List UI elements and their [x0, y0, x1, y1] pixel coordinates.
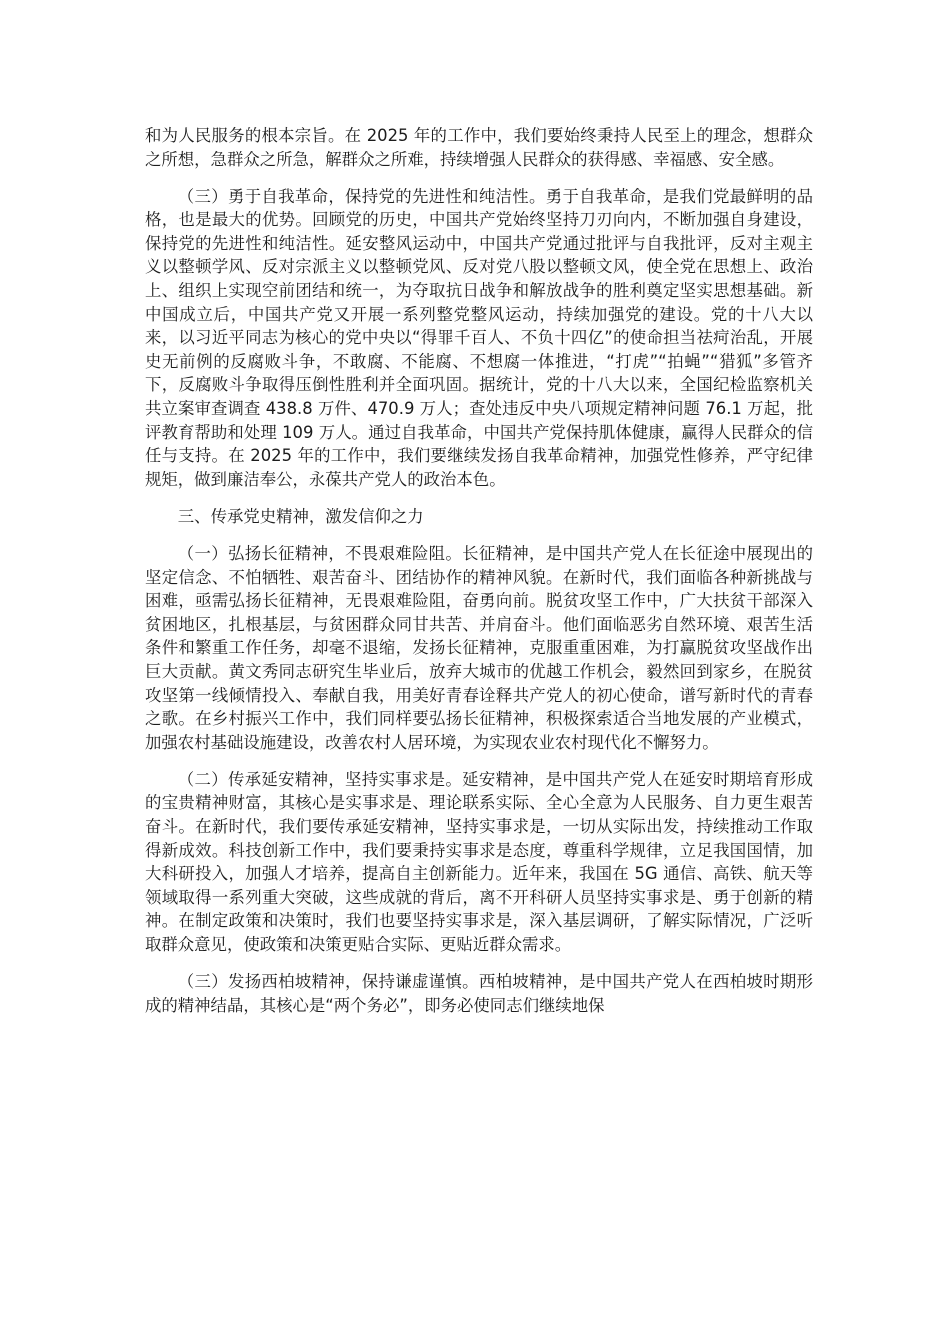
- document-page: [145, 124, 813, 1031]
- paragraph-yanan-spirit: （二）传承延安精神，坚持实事求是。延安精神，是中国共产党人在延安时期培育形成的宝贵精神财富，其核心是实事求是、理论联系实际、全心全意为人民服务、自力更生艰苦奋斗。在新时代，我们要传承延安精神，坚持实事求是，一切从实际出发，持续推动工作取得新成效。科技创新工作中，我们要秉持实事求是态度，尊重科学规律，立足我国国情，加大科研投入，加强人才培养，提高自主创新能力。近年来，我国在 5G 通信、高铁、航天等领域取得一系列重大突破，这些成就的背后，离不开科研人员坚持实事求是、勇于创新的精神。在制定政策和决策时，我们也要坚持实事求是，深入基层调研，了解实际情况，广泛听取群众意见，使政策和决策更贴合实际、更贴近群众需求。: [145, 769, 813, 954]
- paragraph-xibaipo-spirit: （三）发扬西柏坡精神，保持谦虚谨慎。西柏坡精神，是中国共产党人在西柏坡时期形成的精神结晶，其核心是“两个务必”，即务必使同志们继续地保: [145, 972, 813, 1015]
- paragraph-long-march-spirit: （一）弘扬长征精神，不畏艰难险阻。长征精神，是中国共产党人在长征途中展现出的坚定信念、不怕牺牲、艰苦奋斗、团结协作的精神风貌。在新时代，我们面临各种新挑战与困难，亟需弘扬长征精神，无畏艰难险阻，奋勇向前。脱贫攻坚工作中，广大扶贫干部深入贫困地区，扎根基层，与贫困群众同甘共苦、并肩奋斗。他们面临恶劣自然环境、艰苦生活条件和繁重工作任务，却毫不退缩，发扬长征精神，克服重重困难，为打赢脱贫攻坚战作出巨大贡献。黄文秀同志研究生毕业后，放弃大城市的优越工作机会，毅然回到家乡，在脱贫攻坚第一线倾情投入、奉献自我，用美好青春诠释共产党人的初心使命，谱写新时代的青春之歌。在乡村振兴工作中，我们同样要弘扬长征精神，积极探索适合当地发展的产业模式，加强农村基础设施建设，改善农村人居环境，为实现农业农村现代化不懈努力。: [145, 544, 813, 752]
- section-heading-3: 三、传承党史精神，激发信仰之力: [177, 506, 424, 526]
- paragraph-continuation: 和为人民服务的根本宗旨。在 2025 年的工作中，我们要始终秉持人民至上的理念，想群众之所想，急群众之所急，解群众之所难，持续增强人民群众的获得感、幸福感、安全感。: [145, 126, 813, 169]
- paragraph-self-revolution: （三）勇于自我革命，保持党的先进性和纯洁性。勇于自我革命，是我们党最鲜明的品格，也是最大的优势。回顾党的历史，中国共产党始终坚持刀刃向内，不断加强自身建设，保持党的先进性和纯洁性。延安整风运动中，中国共产党通过批评与自我批评，反对主观主义以整顿学风、反对宗派主义以整顿党风、反对党八股以整顿文风，使全党在思想上、政治上、组织上实现空前团结和统一，为夺取抗日战争和解放战争的胜利奠定坚实思想基础。新中国成立后，中国共产党又开展一系列整党整风运动，持续加强党的建设。党的十八大以来，以习近平同志为核心的党中央以“得罪千百人、不负十四亿”的使命担当祛疴治乱，开展史无前例的反腐败斗争，不敢腐、不能腐、不想腐一体推进，“打虎”“拍蝇”“猎狐”多管齐下，反腐败斗争取得压倒性胜利并全面巩固。据统计，党的十八大以来，全国纪检监察机关共立案审查调查 438.8 万件、470.9 万人；查处违反中央八项规定精神问题 76.1 万起，批评教育帮助和处理 109 万人。通过自我革命，中国共产党保持肌体健康，赢得人民群众的信任与支持。在 2025 年的工作中，我们要继续发扬自我革命精神，加强党性修养，严守纪律规矩，做到廉洁奉公，永葆共产党人的政治本色。: [145, 186, 813, 489]
